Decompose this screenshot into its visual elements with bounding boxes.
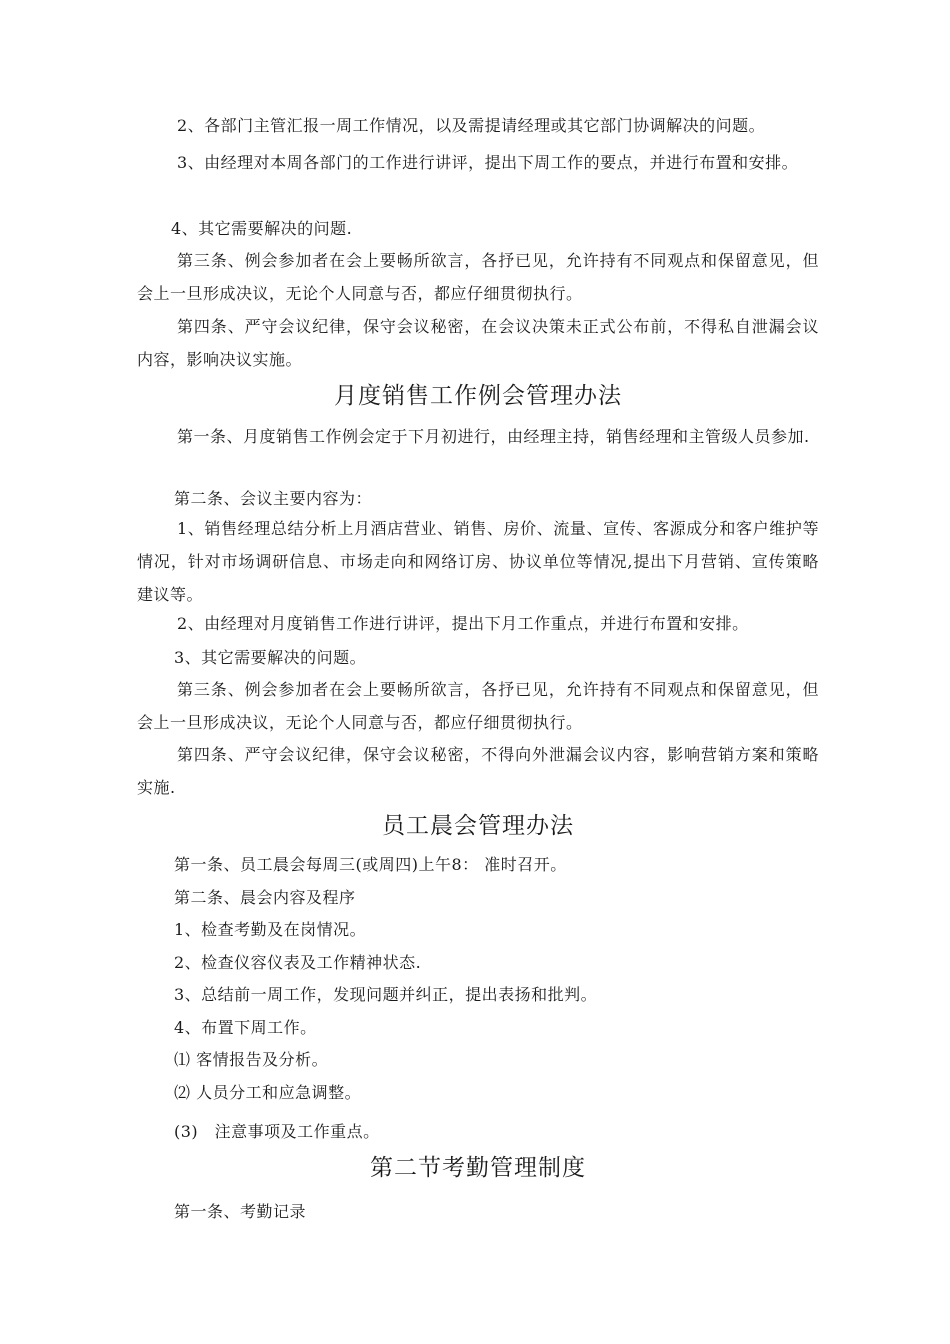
paragraph: 第三条、例会参加者在会上要畅所欲言，各抒已见，允许持有不同观点和保留意见，但会上一旦形成决议，无论个人同意与否，都应仔细贯彻执行。 [137,680,819,732]
paragraph: 4、其它需要解决的问题. [171,219,353,238]
paragraph: 1、销售经理总结分析上月酒店营业、销售、房价、流量、宣传、客源成分和客户维护等情况，针对市场调研信息、市场走向和网络订房、协议单位等情况,提出下月营销、宣传策略建议等。 [137,519,819,604]
paragraph: 第四条、严守会议纪律，保守会议秘密，在会议决策未正式公布前，不得私自泄漏会议内容，影响决议实施。 [137,317,819,369]
paragraph: 3、总结前一周工作，发现问题并纠正，提出表扬和批判。 [174,985,598,1004]
paragraph: 第二条、晨会内容及程序 [174,888,356,907]
paragraph: (3) 注意事项及工作重点。 [174,1122,380,1141]
paragraph: 第一条、月度销售工作例会定于下月初进行，由经理主持，销售经理和主管级人员参加. [177,427,810,446]
paragraph: ⑵ 人员分工和应急调整。 [174,1083,362,1102]
paragraph: 第三条、例会参加者在会上要畅所欲言，各抒已见，允许持有不同观点和保留意见，但会上一旦形成决议，无论个人同意与否，都应仔细贯彻执行。 [137,251,819,303]
paragraph: 1、检查考勤及在岗情况。 [174,920,367,939]
section-heading: 月度销售工作例会管理办法 [334,383,622,409]
paragraph: 第一条、员工晨会每周三(或周四)上午8： 准时召开。 [174,855,567,874]
paragraph: 第一条、考勤记录 [174,1202,307,1221]
paragraph: 3、由经理对本周各部门的工作进行讲评，提出下周工作的要点，并进行布置和安排。 [177,153,799,172]
paragraph: 2、各部门主管汇报一周工作情况，以及需提请经理或其它部门协调解决的问题。 [177,116,766,135]
paragraph: 2、检查仪容仪表及工作精神状态. [174,953,422,972]
section-heading: 员工晨会管理办法 [382,813,574,839]
paragraph: 3、其它需要解决的问题。 [174,648,367,667]
section-heading: 第二节考勤管理制度 [370,1155,586,1181]
paragraph: 4、布置下周工作。 [174,1018,317,1037]
paragraph: ⑴ 客情报告及分析。 [174,1050,329,1069]
paragraph: 2、由经理对月度销售工作进行讲评，提出下月工作重点，并进行布置和安排。 [177,614,749,633]
paragraph: 第二条、会议主要内容为： [174,489,373,508]
paragraph: 第四条、严守会议纪律，保守会议秘密，不得向外泄漏会议内容，影响营销方案和策略实施. [137,745,819,797]
